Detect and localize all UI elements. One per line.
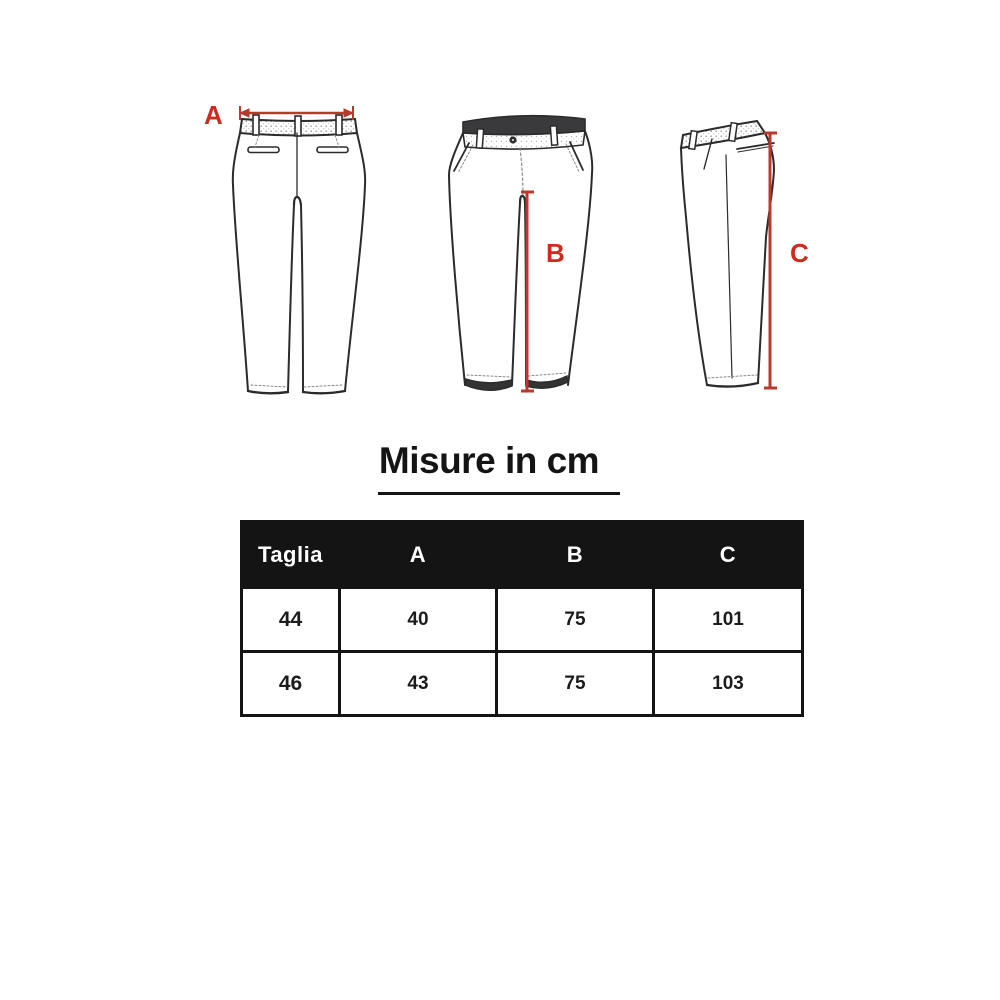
- pants-back-view-illustration: [195, 85, 385, 415]
- measure-label-a: A: [204, 100, 223, 130]
- length-measure-line: [764, 133, 777, 388]
- col-header-b: B: [497, 522, 654, 588]
- pants-side-outline: [681, 121, 774, 387]
- title-underline: [378, 492, 620, 495]
- pants-front-outline: [449, 116, 592, 391]
- cell-measure-b: 75: [497, 652, 654, 716]
- pants-side-view-illustration: [660, 85, 800, 415]
- measure-label-c: C: [790, 238, 809, 268]
- pants-back-outline: [233, 115, 365, 393]
- inseam-measure-line: [521, 192, 534, 391]
- cell-measure-c: 101: [654, 588, 803, 652]
- cell-size: 44: [242, 588, 340, 652]
- measure-label-b: B: [546, 238, 565, 268]
- col-header-a: A: [340, 522, 497, 588]
- pants-front-view-illustration: [445, 85, 645, 415]
- col-header-taglia: Taglia: [242, 522, 340, 588]
- table-header-row: [242, 522, 803, 588]
- table-row-size-44: [242, 588, 803, 652]
- cell-measure-b: 75: [497, 588, 654, 652]
- cell-measure-a: 40: [340, 588, 497, 652]
- cell-measure-c: 103: [654, 652, 803, 716]
- table-row-size-46: [242, 652, 803, 716]
- size-table: [240, 520, 804, 717]
- col-header-c: C: [654, 522, 803, 588]
- cell-size: 46: [242, 652, 340, 716]
- cell-measure-a: 43: [340, 652, 497, 716]
- page-title: Misure in cm: [378, 440, 600, 481]
